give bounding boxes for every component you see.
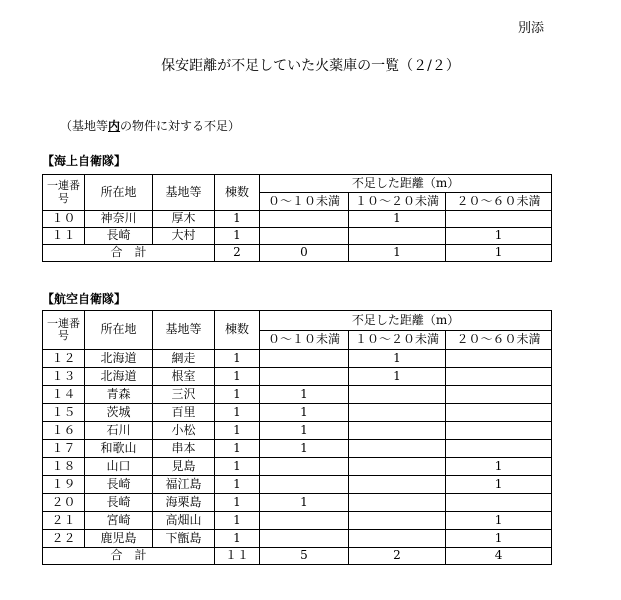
cell-range-1 (260, 368, 349, 386)
table-row (43, 512, 552, 530)
cell-count: 1 (215, 440, 260, 458)
cell-base: 串本 (153, 440, 215, 458)
cell-range-2 (349, 422, 446, 440)
header-count: 棟数 (215, 175, 260, 211)
cell-range-3: 1 (446, 228, 552, 245)
cell-count: 1 (215, 530, 260, 548)
cell-count: 1 (215, 422, 260, 440)
cell-range-1: 1 (260, 440, 349, 458)
cell-location: 青森 (85, 386, 153, 404)
cell-serial: １６ (43, 422, 85, 440)
cell-serial: １３ (43, 368, 85, 386)
cell-base: 海栗島 (153, 494, 215, 512)
total-range-3: 1 (446, 245, 552, 262)
cell-base: 百里 (153, 404, 215, 422)
cell-range-3: 1 (446, 530, 552, 548)
navy-table-head (43, 175, 552, 211)
cell-count: 1 (215, 386, 260, 404)
cell-location: 和歌山 (85, 440, 153, 458)
header-base: 基地等 (153, 175, 215, 211)
cell-location: 茨城 (85, 404, 153, 422)
total-range-2: 1 (349, 245, 446, 262)
cell-range-2: 1 (349, 211, 446, 228)
cell-location: 石川 (85, 422, 153, 440)
header-range-3: ２０～６０未満 (446, 331, 552, 350)
air-table-body (43, 350, 552, 548)
attachment-label: 別添 (518, 21, 545, 36)
header-range-3: ２０～６０未満 (446, 193, 552, 211)
cell-serial: １９ (43, 476, 85, 494)
cell-range-3 (446, 211, 552, 228)
cell-range-2 (349, 530, 446, 548)
cell-base: 網走 (153, 350, 215, 368)
cell-range-1 (260, 476, 349, 494)
cell-base: 大村 (153, 228, 215, 245)
navy-section-title: 【海上自衛隊】 (42, 154, 127, 168)
cell-base: 三沢 (153, 386, 215, 404)
total-row (43, 548, 552, 565)
cell-range-3: 1 (446, 458, 552, 476)
navy-table-body (43, 211, 552, 245)
cell-base: 見島 (153, 458, 215, 476)
cell-count: 1 (215, 494, 260, 512)
cell-location: 長崎 (85, 476, 153, 494)
cell-range-2 (349, 476, 446, 494)
table-row (43, 386, 552, 404)
total-range-1: 5 (260, 548, 349, 565)
cell-location: 宮崎 (85, 512, 153, 530)
cell-range-3 (446, 404, 552, 422)
cell-location: 山口 (85, 458, 153, 476)
header-location: 所在地 (85, 175, 153, 211)
cell-range-2: 1 (349, 350, 446, 368)
cell-base: 下甑島 (153, 530, 215, 548)
navy-table (42, 174, 552, 262)
cell-serial: ２２ (43, 530, 85, 548)
cell-serial: １１ (43, 228, 85, 245)
total-range-3: 4 (446, 548, 552, 565)
cell-range-2: 1 (349, 368, 446, 386)
cell-location: 鹿児島 (85, 530, 153, 548)
table-row (43, 404, 552, 422)
total-count: １１ (215, 548, 260, 565)
cell-count: 1 (215, 368, 260, 386)
cell-range-2 (349, 228, 446, 245)
cell-count: 1 (215, 476, 260, 494)
cell-base: 厚木 (153, 211, 215, 228)
cell-range-2 (349, 458, 446, 476)
cell-serial: １４ (43, 386, 85, 404)
table-row (43, 211, 552, 228)
cell-base: 根室 (153, 368, 215, 386)
total-range-1: 0 (260, 245, 349, 262)
cell-range-2 (349, 440, 446, 458)
cell-range-3 (446, 422, 552, 440)
air-total (43, 548, 552, 565)
cell-range-2 (349, 494, 446, 512)
table-row (43, 350, 552, 368)
cell-serial: ２１ (43, 512, 85, 530)
header-count: 棟数 (215, 311, 260, 350)
cell-range-1 (260, 350, 349, 368)
subtitle-before: （基地等 (60, 119, 109, 133)
cell-base: 高畑山 (153, 512, 215, 530)
header-range-1: ０～１０未満 (260, 193, 349, 211)
cell-serial: １８ (43, 458, 85, 476)
subtitle-after: の物件に対する不足） (120, 119, 241, 133)
cell-range-2 (349, 404, 446, 422)
cell-range-1 (260, 512, 349, 530)
cell-range-1 (260, 228, 349, 245)
cell-count: 1 (215, 404, 260, 422)
cell-serial: ２０ (43, 494, 85, 512)
table-row (43, 494, 552, 512)
cell-range-1: 1 (260, 422, 349, 440)
cell-location: 神奈川 (85, 211, 153, 228)
cell-range-1 (260, 458, 349, 476)
header-serial: 一連番号 (43, 311, 85, 350)
table-row (43, 530, 552, 548)
total-label: 合 計 (43, 245, 215, 262)
header-base: 基地等 (153, 311, 215, 350)
header-range-1: ０～１０未満 (260, 331, 349, 350)
cell-serial: １７ (43, 440, 85, 458)
cell-range-3: 1 (446, 476, 552, 494)
header-location: 所在地 (85, 311, 153, 350)
table-row (43, 458, 552, 476)
total-count: 2 (215, 245, 260, 262)
cell-range-3 (446, 368, 552, 386)
air-table-head (43, 311, 552, 350)
cell-location: 北海道 (85, 350, 153, 368)
cell-range-3 (446, 386, 552, 404)
cell-range-3 (446, 350, 552, 368)
subtitle (60, 117, 240, 134)
table-row (43, 476, 552, 494)
cell-serial: １５ (43, 404, 85, 422)
cell-serial: １２ (43, 350, 85, 368)
cell-count: 1 (215, 350, 260, 368)
table-row (43, 422, 552, 440)
cell-location: 長崎 (85, 494, 153, 512)
page-title: 保安距離が不足していた火薬庫の一覧（２/２） (161, 58, 460, 74)
subtitle-emphasis: 内 (108, 119, 121, 133)
cell-location: 長崎 (85, 228, 153, 245)
table-row (43, 228, 552, 245)
cell-range-2 (349, 512, 446, 530)
cell-range-2 (349, 386, 446, 404)
cell-range-1 (260, 211, 349, 228)
total-label: 合 計 (43, 548, 215, 565)
cell-range-3 (446, 494, 552, 512)
cell-range-1 (260, 530, 349, 548)
air-table (42, 310, 552, 565)
header-serial: 一連番号 (43, 175, 85, 211)
cell-base: 小松 (153, 422, 215, 440)
cell-range-1: 1 (260, 404, 349, 422)
cell-count: 1 (215, 458, 260, 476)
table-row (43, 368, 552, 386)
cell-range-3: 1 (446, 512, 552, 530)
cell-range-3 (446, 440, 552, 458)
cell-count: 1 (215, 211, 260, 228)
total-row (43, 245, 552, 262)
cell-count: 1 (215, 228, 260, 245)
cell-count: 1 (215, 512, 260, 530)
cell-base: 福江島 (153, 476, 215, 494)
cell-location: 北海道 (85, 368, 153, 386)
cell-range-1: 1 (260, 494, 349, 512)
cell-serial: １０ (43, 211, 85, 228)
air-section-title: 【航空自衛隊】 (42, 292, 127, 306)
header-shortfall: 不足した距離（m） (260, 311, 552, 331)
total-range-2: 2 (349, 548, 446, 565)
header-range-2: １０～２０未満 (349, 331, 446, 350)
header-shortfall: 不足した距離（m） (260, 175, 552, 193)
table-row (43, 440, 552, 458)
header-range-2: １０～２０未満 (349, 193, 446, 211)
cell-range-1: 1 (260, 386, 349, 404)
navy-total (43, 245, 552, 262)
